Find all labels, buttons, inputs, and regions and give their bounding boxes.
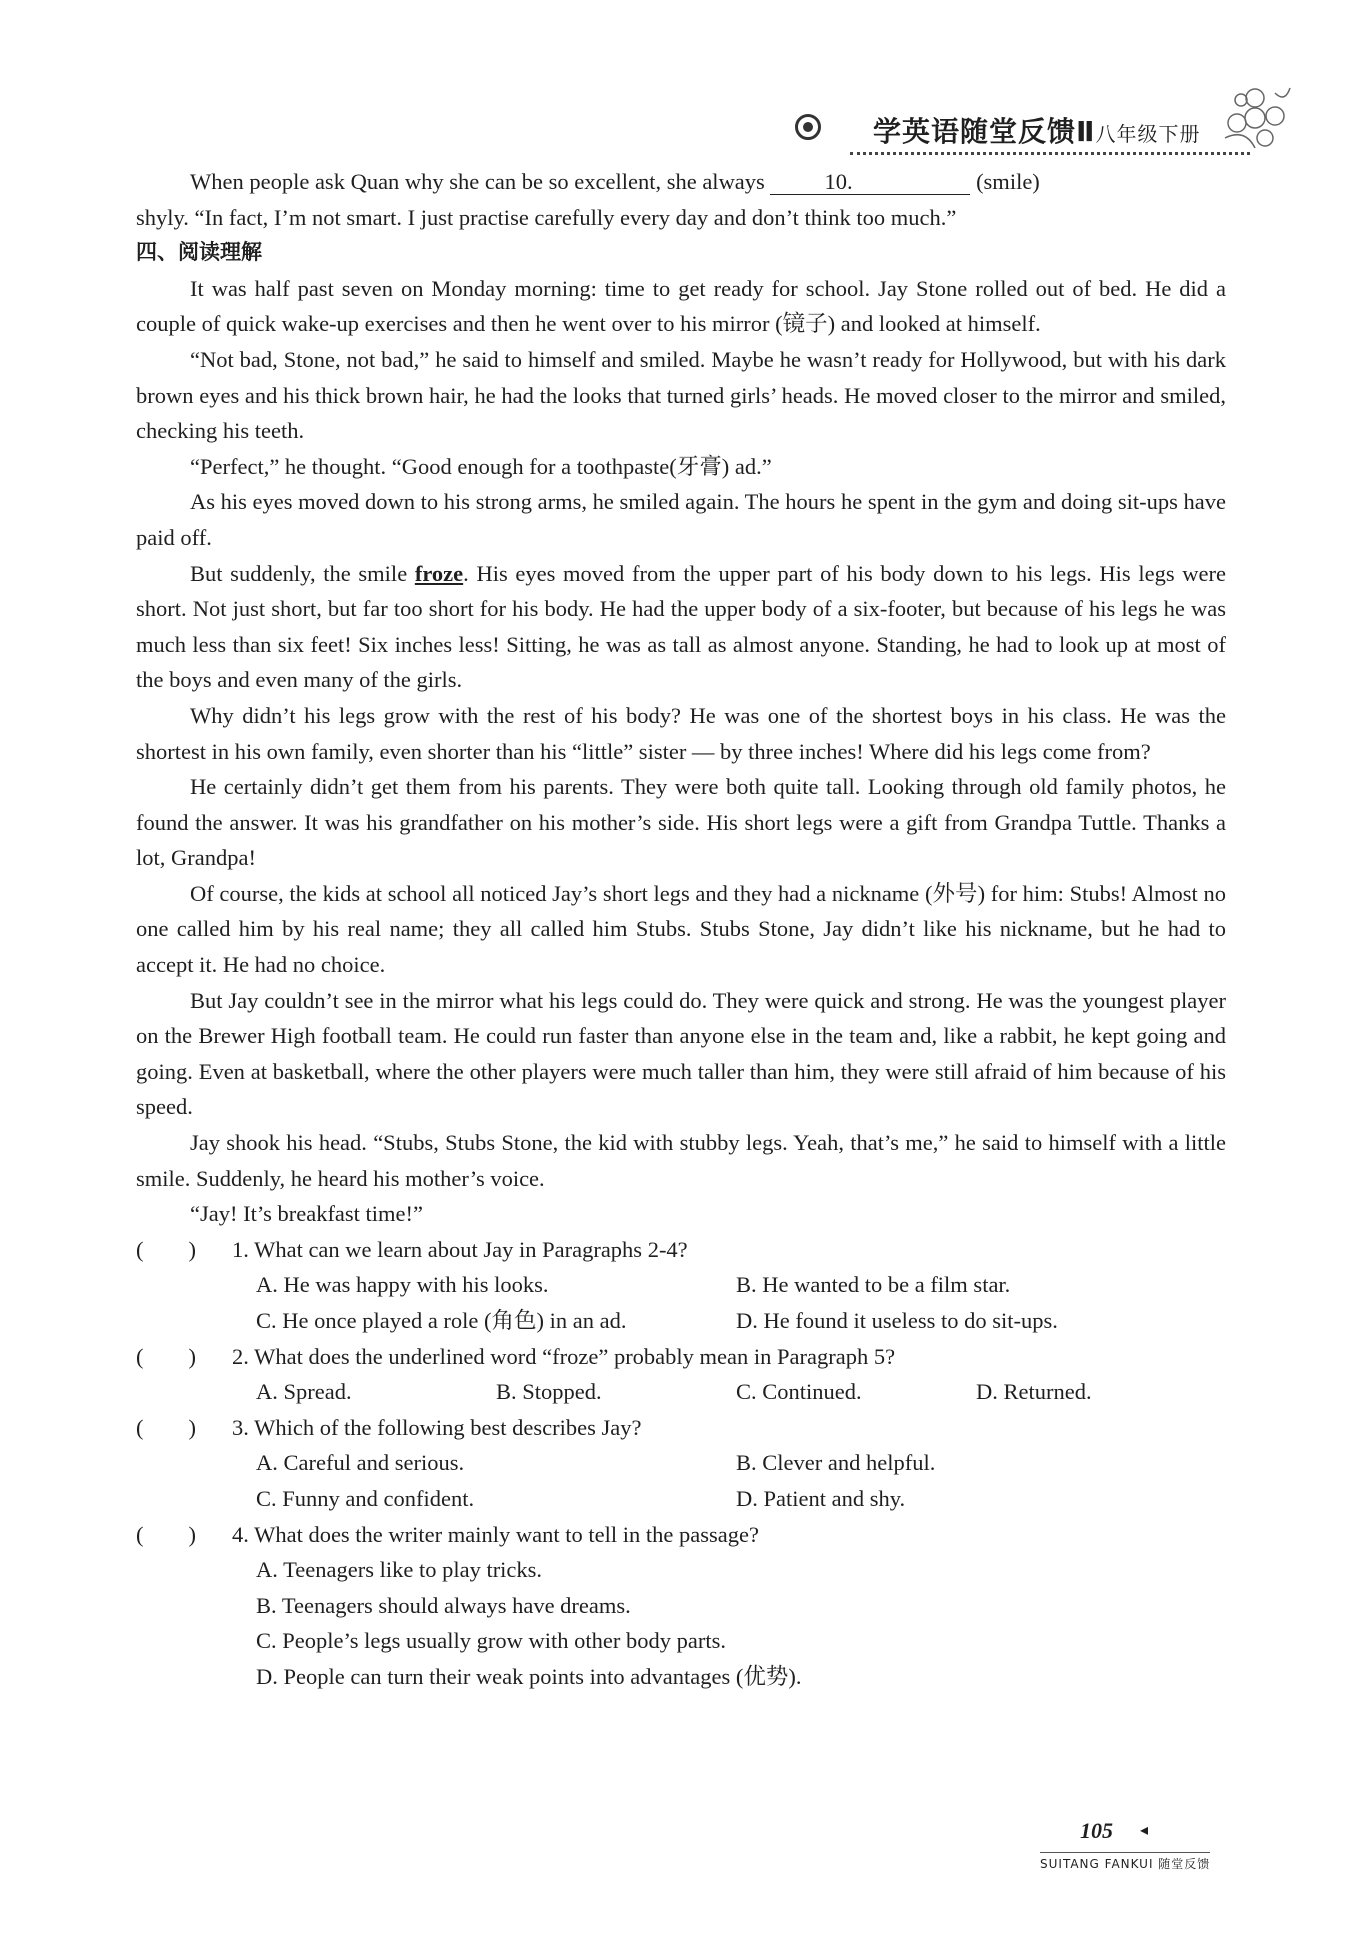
book-subtitle: 八年级下册	[1095, 122, 1201, 146]
option-c[interactable]: C. He once played a role (角色) in an ad.	[256, 1308, 627, 1333]
option-b[interactable]: B. Clever and helpful.	[736, 1450, 936, 1476]
page-footer	[1040, 1818, 1280, 1888]
question-1-options	[136, 1267, 1226, 1338]
answer-bracket-4[interactable]: ( )	[136, 1521, 196, 1547]
question-3	[136, 1410, 1226, 1446]
question-1	[136, 1232, 1226, 1268]
blank-number: 10.	[824, 169, 853, 194]
option-a[interactable]: A. Teenagers like to play tricks.	[256, 1557, 543, 1583]
question-stem: 1. What can we learn about Jay in Paragraphs 2-4?	[232, 1236, 688, 1262]
passage-paragraph-11: “Jay! It’s breakfast time!”	[190, 1201, 424, 1227]
arrow-left-icon: ◂	[1140, 1822, 1149, 1839]
option-d[interactable]: D. He found it useless to do sit-ups.	[736, 1308, 1058, 1333]
option-d[interactable]: D. Returned.	[976, 1379, 1092, 1405]
section-title: 四、阅读理解	[136, 240, 262, 265]
question-stem: 4. What does the writer mainly want to tell in the passage?	[232, 1521, 759, 1547]
question-stem: 3. Which of the following best describes Jay?	[232, 1414, 642, 1440]
passage-paragraph-10: Jay shook his head. “Stubs, Stubs Stone, the kid with stubby legs. Yeah, that’s me,” he said to himself with a little smile. Suddenly, he heard his mother’s voice.	[136, 1130, 1226, 1191]
passage-paragraph-6: Why didn’t his legs grow with the rest of his body? He was one of the shortest boys in his class. He was the shortest in his own family, even shorter than his “little” sister — by three inches! Where did his legs come from?	[136, 702, 1226, 764]
option-a[interactable]: A. Careful and serious.	[256, 1450, 465, 1476]
question-2	[136, 1339, 1226, 1375]
passage-paragraph-3: “Perfect,” he thought. “Good enough for a toothpaste(牙膏) ad.”	[190, 453, 772, 479]
answer-bracket-2[interactable]: ( )	[136, 1343, 196, 1369]
intro-paragraph	[136, 164, 1226, 200]
question-4	[136, 1517, 1226, 1553]
option-c[interactable]: C. Continued.	[736, 1379, 862, 1405]
page-content	[136, 164, 1226, 1695]
passage-paragraph-1: It was half past seven on Monday morning: time to get ready for school. Jay Stone rolled out of bed. He did a couple of quick wake-up exercises and then he went over to his mirror (镜子) and looked at himself.	[136, 275, 1226, 337]
intro-hint: (smile)	[970, 169, 1040, 194]
option-c[interactable]: C. Funny and confident.	[256, 1485, 475, 1511]
question-2-options	[136, 1374, 1226, 1410]
question-4-options	[136, 1552, 1226, 1694]
question-3-options	[136, 1445, 1226, 1516]
footer-brand: SUITANG FANKUI 随堂反馈	[1040, 1852, 1210, 1872]
underlined-word-froze: froze	[414, 560, 464, 586]
intro-line2: shyly. “In fact, I’m not smart. I just practise carefully every day and don’t think too much.”	[136, 204, 957, 230]
answer-bracket-1[interactable]: ( )	[136, 1236, 196, 1262]
passage-paragraph-8: Of course, the kids at school all noticed Jay’s short legs and they had a nickname (外号) for him: Stubs! Almost no one called him by his real name; they all called him Stubs. Stubs Stone, Jay didn’t like his nickname, but he had to accept it. He had no choice.	[136, 880, 1226, 978]
option-d[interactable]: D. People can turn their weak points into advantages (优势).	[256, 1663, 802, 1689]
passage-paragraph-9: But Jay couldn’t see in the mirror what his legs could do. They were quick and strong. He was the youngest player on the Brewer High football team. He could run faster than anyone else in the team and, like a rabbit, he kept going and going. Even at basketball, where the other players were much taller than him, they were still afraid of him because of his speed.	[136, 987, 1226, 1120]
book-logo-icon	[795, 114, 821, 140]
page-number: 105	[1080, 1818, 1113, 1843]
passage-paragraph-7: He certainly didn’t get them from his parents. They were both quite tall. Looking through old family photos, he found the answer. It was his grandfather on his mother’s side. His short legs were a gift from Grandpa Tuttle. Thanks a lot, Grandpa!	[136, 774, 1226, 871]
passage-paragraph-4: As his eyes moved down to his strong arms, he smiled again. The hours he spent in the gym and doing sit-ups have paid off.	[136, 489, 1226, 550]
passage-paragraph-2: “Not bad, Stone, not bad,” he said to himself and smiled. Maybe he wasn’t ready for Hollywood, but with his dark brown eyes and his thick brown hair, he had the looks that turned girls’ heads. He moved closer to the mirror and smiled, checking his teeth.	[136, 346, 1226, 444]
option-a[interactable]: A. Spread.	[256, 1379, 352, 1405]
answer-blank-10[interactable]	[770, 170, 970, 195]
flower-decoration-icon	[1215, 78, 1295, 158]
option-b[interactable]: B. He wanted to be a film star.	[736, 1272, 1011, 1298]
question-stem: 2. What does the underlined word “froze” probably mean in Paragraph 5?	[232, 1343, 896, 1369]
passage-paragraph-5: But suddenly, the smile froze. His eyes moved from the upper part of his body down to his legs. His legs were short. Not just short, but far too short for his body. He had the upper body of a six-footer, but because of his legs he was much less than six feet! Six inches less! Sitting, he was as tall as almost anyone. Standing, he had to look up at most of the boys and even many of the girls.	[136, 560, 1227, 693]
option-b[interactable]: B. Stopped.	[496, 1379, 602, 1405]
option-a[interactable]: A. He was happy with his looks.	[256, 1272, 549, 1298]
option-c[interactable]: C. People’s legs usually grow with other body parts.	[256, 1628, 726, 1654]
header-divider	[850, 152, 1250, 155]
option-b[interactable]: B. Teenagers should always have dreams.	[256, 1592, 631, 1618]
intro-line1: When people ask Quan why she can be so excellent, she always	[190, 169, 771, 194]
answer-bracket-3[interactable]: ( )	[136, 1414, 196, 1440]
book-title: 学英语随堂反馈Ⅱ八年级下册	[873, 115, 1201, 148]
option-d[interactable]: D. Patient and shy.	[736, 1485, 906, 1511]
